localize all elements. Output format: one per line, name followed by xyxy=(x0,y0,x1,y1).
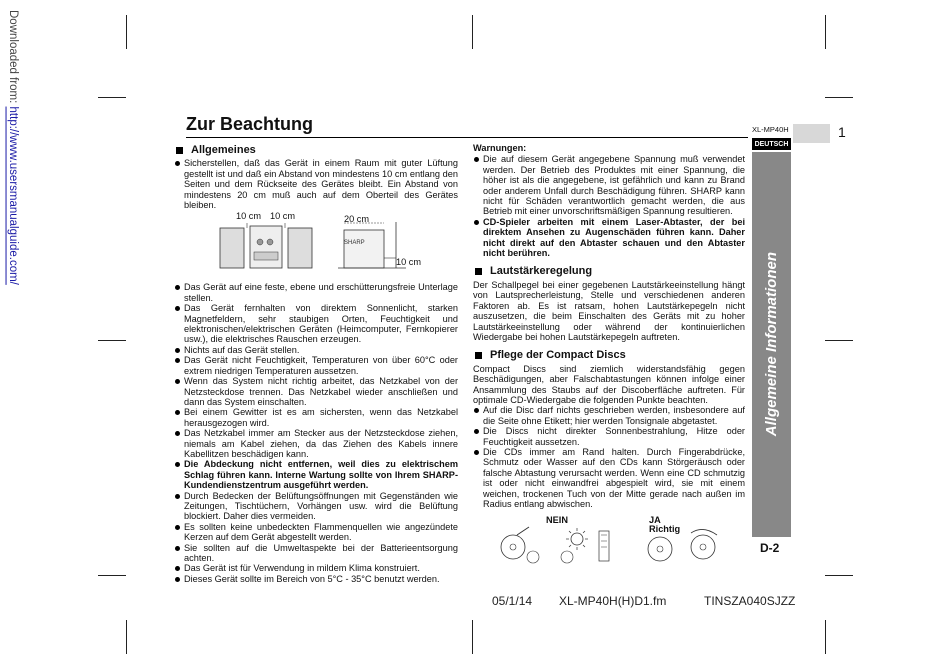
square-bullet-icon xyxy=(176,147,183,154)
section-side-panel-label xyxy=(752,152,791,537)
crop-mark xyxy=(126,620,127,654)
page-title: Zur Beachtung xyxy=(186,114,314,134)
list-item: Sie sollten auf die Umweltaspekte bei der Batterieentsorgung achten. xyxy=(174,543,458,564)
footer-date: 05/1/14 xyxy=(492,594,533,608)
list-item: Das Gerät fernhalten von direktem Sonnenlicht, starken Magnetfeldern, sehr staubigen Orten, Feuchtigkeit und elektronischen/elektrischen Geräten (Heimcomputer, Fernkopierer usw.), die elektrisches Rauschen erzeugen. xyxy=(174,303,458,345)
list-item: Nichts auf das Gerät stellen. xyxy=(174,345,458,355)
ventilation-figure xyxy=(174,211,458,278)
label-richtig: Richtig xyxy=(649,524,681,535)
label-nein: NEIN xyxy=(546,515,568,526)
list-item: Bei einem Gewitter ist es am sichersten, wenn das Netzkabel herausgezogen wird. xyxy=(174,407,458,428)
download-prefix: Downloaded from: xyxy=(7,10,19,107)
paragraph: Compact Discs sind ziemlich widerstandsfähig gegen Beschädigungen, aber Falschabtastungen können infolge einer Ansammlung des Staubs auf der Discoberfläche auftreten. Für optimale CD-Wiedergabe die folgenden Punkte beachten. xyxy=(473,363,745,405)
warnings-heading: Warnungen: xyxy=(473,143,527,153)
square-bullet-icon xyxy=(475,268,482,275)
list-item: Das Gerät ist für Verwendung in mildem Klima konstruiert. xyxy=(174,563,458,573)
ventilation-diagram-icon xyxy=(174,214,458,278)
list-item: Auf die Disc darf nichts geschrieben werden, insbesondere auf die Seite ohne Etikett; hier werden Tonsignale abgetastet. xyxy=(473,405,745,426)
right-column xyxy=(473,143,745,567)
disc-care-icon xyxy=(495,525,725,565)
list-item: CD-Spieler arbeiten mit einem Laser-Abtaster, der bei direktem Ansehen zu Augenschäden führen kann. Daher nicht direkt auf den Abtaster schauen und den Abtaster nicht berühren. xyxy=(473,217,745,259)
page-number-box xyxy=(793,124,830,143)
footer-filename: XL-MP40H(H)D1.fm xyxy=(559,594,667,608)
list-item: Die Abdeckung nicht entfernen, weil dies zu elektrischem Schlag führen kann. Interne Wartung sollte von Ihrem SHARP-Kundendienstzentrum ausgeführt werden. xyxy=(174,459,458,490)
svg-text:SHARP: SHARP xyxy=(344,240,365,247)
list-item: Das Netzkabel immer am Stecker aus der Netzsteckdose ziehen, niemals am Kabel ziehen, da das Ziehen des Kabels innere Kabellitzen beschädigen kann. xyxy=(174,428,458,459)
section-heading-lautstaerke: Lautstärkeregelung xyxy=(473,266,745,276)
label-ja: JA xyxy=(649,515,661,526)
download-link[interactable]: http://www.usersmanualguide.com/ xyxy=(7,106,19,285)
section-heading-compact-discs: Pflege der Compact Discs xyxy=(473,350,745,360)
clearance-label: 10 cm xyxy=(236,211,262,222)
download-source-text xyxy=(7,10,19,285)
list-item: Das Gerät nicht Feuchtigkeit, Temperaturen von über 60°C oder extrem niedrigen Temperaturen aussetzen. xyxy=(174,355,458,376)
crop-mark xyxy=(825,15,826,49)
list-item: Durch Bedecken der Belüftungsöffnungen mit Gegenständen wie Zeitungen, Tischtüchern, Vorhängen usw. wird die Belüftung blockiert. Daher dies vermeiden. xyxy=(174,491,458,522)
title-divider xyxy=(186,137,748,138)
list-item: Das Gerät auf eine feste, ebene und erschütterungsfreie Unterlage stellen. xyxy=(174,282,458,303)
side-panel-title: Allgemeine Informationen xyxy=(763,252,780,437)
crop-mark xyxy=(98,340,126,341)
clearance-label: 10 cm xyxy=(396,257,422,268)
crop-mark xyxy=(825,620,826,654)
list-item: Die Discs nicht direkter Sonnenbestrahlung, Hitze oder Feuchtigkeit aussetzen. xyxy=(473,426,745,447)
crop-mark xyxy=(825,575,853,576)
crop-mark xyxy=(472,620,473,654)
square-bullet-icon xyxy=(475,352,482,359)
crop-mark xyxy=(98,575,126,576)
crop-mark xyxy=(126,15,127,49)
list-item: Die CDs immer am Rand halten. Durch Fingerabdrücke, Schmutz oder Wasser auf den CDs kann Störgeräusch oder falsche Abtastung verursacht werden. Wenn eine CD schmutzig ist oder nicht einwandfrei abgespielt wird, sie mit einem weichen, trockenen Tuch von der Mitte gerade nach außen im Radius entlang abwischen. xyxy=(473,447,745,509)
footer-code: TINSZA040SJZZ xyxy=(704,594,796,608)
crop-mark xyxy=(472,15,473,49)
list-item: Wenn das System nicht richtig arbeitet, das Netzkabel von der Netzsteckdose trennen. Das Netzkabel wieder anschließen und dann das System einschalten. xyxy=(174,376,458,407)
crop-mark xyxy=(825,97,853,98)
disc-handling-figure xyxy=(473,515,745,567)
clearance-label: 20 cm xyxy=(344,214,370,225)
clearance-label: 10 cm xyxy=(270,211,296,222)
paragraph: Der Schallpegel bei einer gegebenen Lautstärkeeinstellung hängt von Lautsprecherleistung, Stelle und verschiedenen anderen Faktoren ab. Es ist ratsam, hohen Lautstärkepegeln nicht auszusetzen, die beim Einschalten des Geräts mit zu hoher Lautstärkeeinstellung oder während der kontinuierlichen Wiedergabe bei hohen Lautstärkepegeln auftreten. xyxy=(473,279,745,342)
section-heading-allgemeines: Allgemeines xyxy=(174,145,458,155)
language-tab: DEUTSCH xyxy=(752,138,791,150)
list-item: Dieses Gerät sollte im Bereich von 5°C - 35°C benutzt werden. xyxy=(174,574,458,584)
page-number: 1 xyxy=(838,124,846,140)
model-label: XL-MP40H xyxy=(752,125,789,134)
list-item: Die auf diesem Gerät angegebene Spannung muß verwendet werden. Der Betrieb des Produktes mit einer Spannung, die höher ist als die angegebene, ist gefährlich und kann zu Brand oder anderem Unfall durch Beschädigung führen. SHARP kann nicht für Schäden verantwortlich gemacht werden, die aus Betrieb mit einer unvorschriftsmäßigen Spannung resultieren. xyxy=(473,154,745,216)
crop-mark xyxy=(825,340,853,341)
crop-mark xyxy=(98,97,126,98)
list-item: Sicherstellen, daß das Gerät in einem Raum mit guter Lüftung gestellt ist und daß ein Abstand von mindestens 10 cm entlang den Seiten und dem Rückseite des Gerätes bleibt. Ein Abstand von mindestens 20 cm muß auch auf dem Oberteil des Gerätes bleiben. xyxy=(174,158,458,210)
page-label: D-2 xyxy=(760,541,780,555)
list-item: Es sollten keine unbedeckten Flammenquellen wie angezündete Kerzen auf dem Gerät abgestellt werden. xyxy=(174,522,458,543)
left-column xyxy=(174,143,458,584)
